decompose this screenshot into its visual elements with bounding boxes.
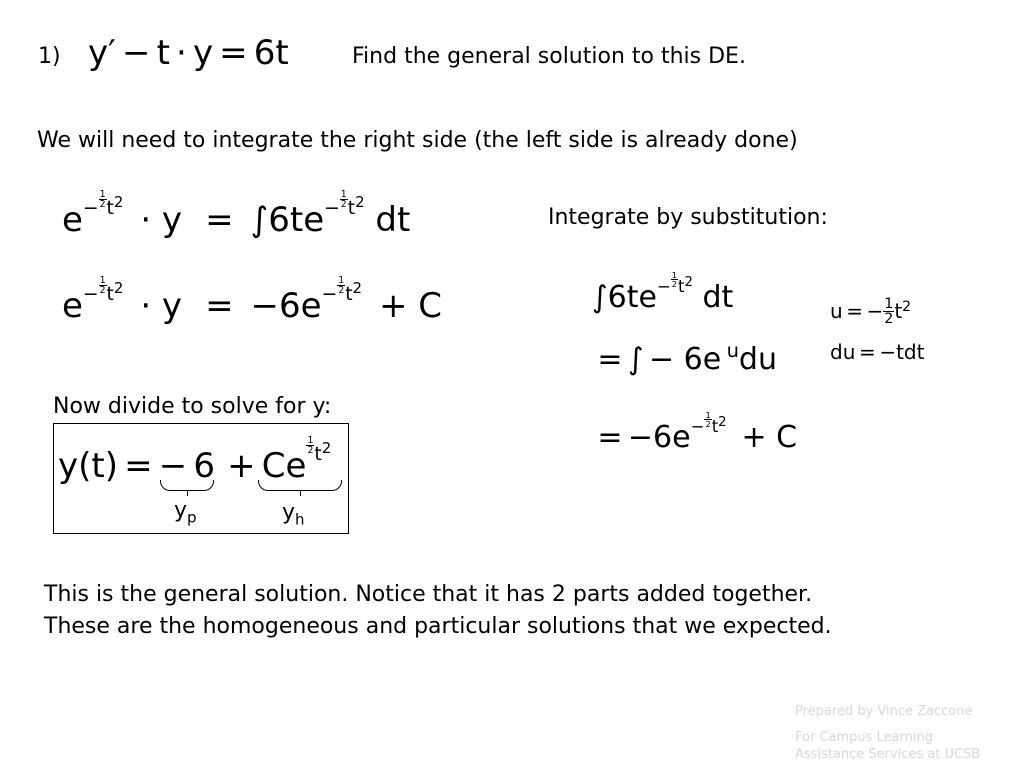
du-definition: du = −tdt — [830, 340, 925, 364]
problem-instruction: Find the general solution to this DE. — [352, 44, 746, 69]
differential-equation: y′ − t · y = 6t — [88, 33, 289, 73]
substitution-step-2: = ∫ − 6e $^u$du — [597, 339, 777, 377]
substitution-step-3: = $-6e^{- \frac{1}{2} t^2} + C$ — [597, 410, 798, 455]
substitution-integral: $\int 6te^{- \frac{1}{2} t^2}$ dt — [592, 270, 734, 315]
integration-step-1: $e^{- \frac{1}{2} t^2} \cdot y = \int 6te^{- \frac{1}{2} t^2}$ dt — [62, 188, 411, 240]
intro-text: We will need to integrate the right side (the left side is already done) — [37, 128, 798, 153]
yp-label: $y_p$ — [174, 498, 197, 527]
homogeneous-brace — [258, 480, 342, 491]
yh-label: $y_h$ — [282, 500, 305, 529]
particular-brace — [160, 480, 214, 491]
credit-org: For Campus Learning Assistance Services at UCSB — [795, 730, 981, 762]
integration-step-2: $e^{- \frac{1}{2} t^2} \cdot y = -6e^{- \frac{1}{2} t^2} + C$ — [62, 274, 442, 326]
substitution-heading: Integrate by substitution: — [548, 205, 828, 230]
conclusion-text: This is the general solution. Notice that it has 2 parts added together. These are the homogeneous and particular solutions that we expected. — [44, 582, 832, 639]
u-definition: u = − $\frac{1}{2}$ $t^2$ — [830, 295, 912, 327]
credit-author: Prepared by Vince Zaccone — [795, 704, 973, 719]
problem-number: 1) — [38, 44, 61, 69]
solution-box — [53, 423, 349, 534]
general-solution: y(t) = − 6 + Ce $^{\frac{1}{2} t^2}$ — [58, 434, 332, 486]
divide-instruction: Now divide to solve for y: — [53, 394, 332, 419]
